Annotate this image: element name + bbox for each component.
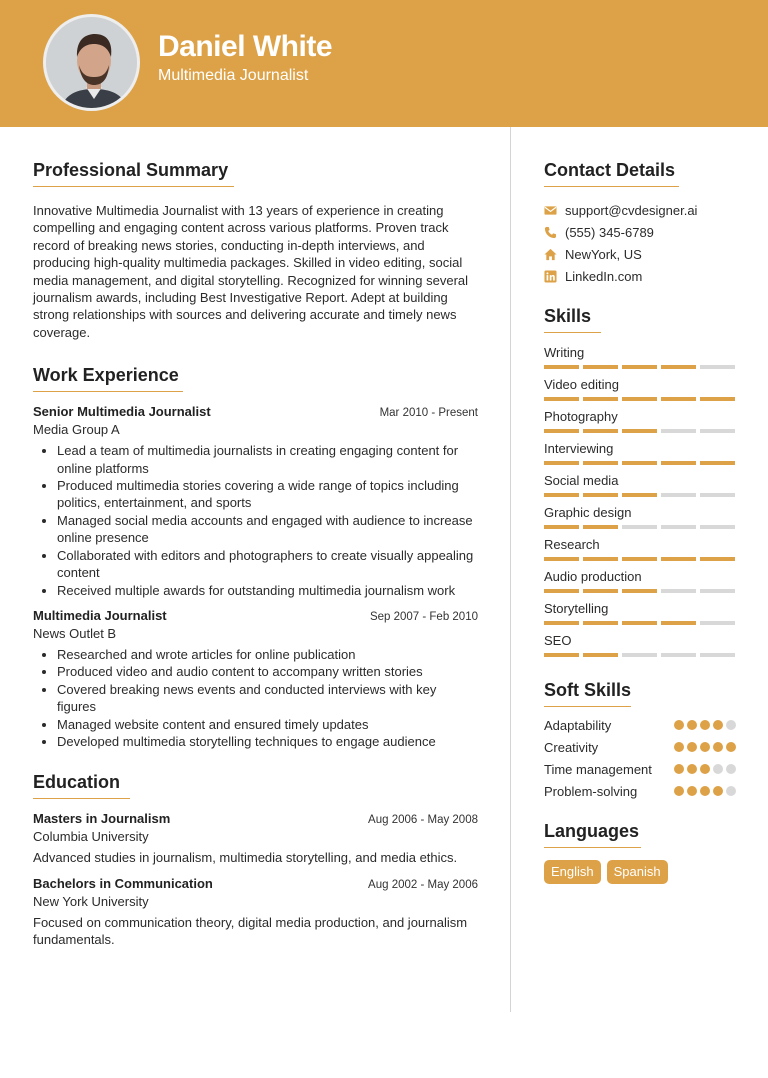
education-entry <box>33 876 478 949</box>
list-item: • Managed website content and ensured timely updates <box>57 716 478 733</box>
skill-level-segment <box>622 493 657 497</box>
profile-photo-icon <box>46 17 140 111</box>
list-item: • Collaborated with editors and photographers to create visually appealing content <box>57 547 478 582</box>
skill-level-segment <box>622 653 657 657</box>
rating-dot <box>687 742 697 752</box>
work-section <box>33 365 478 750</box>
education-description: Focused on communication theory, digital media production, and journalism fundamentals. <box>33 914 468 948</box>
contact-location-text: NewYork, US <box>565 246 642 262</box>
soft-skill-name: Creativity <box>544 740 599 755</box>
skill-item <box>544 439 736 471</box>
job-company: News Outlet B <box>33 625 117 641</box>
summary-section <box>33 160 478 341</box>
soft-skill-rating <box>674 739 736 752</box>
skill-name: Storytelling <box>544 601 609 616</box>
rating-dot <box>726 764 736 774</box>
skill-name: Writing <box>544 345 585 360</box>
list-item: • Researched and wrote articles for online publication <box>57 646 478 663</box>
rating-dot <box>687 786 697 796</box>
soft-skill-name: Problem-solving <box>544 784 638 799</box>
skill-level-segment <box>661 365 696 369</box>
skill-level-segment <box>544 397 579 401</box>
sidebar-column <box>544 160 736 884</box>
column-divider <box>510 127 511 1012</box>
contact-email-text: support@cvdesigner.ai <box>565 202 698 218</box>
rating-dot <box>726 742 736 752</box>
rating-dot <box>700 720 710 730</box>
skill-level-segment <box>661 525 696 529</box>
rating-dot <box>700 786 710 796</box>
education-section <box>33 772 478 948</box>
contact-linkedin-text: LinkedIn.com <box>565 268 643 284</box>
skill-level-bar <box>544 650 736 663</box>
work-heading: Work Experience <box>33 365 183 392</box>
rating-dot <box>674 764 684 774</box>
soft-skill-item <box>544 761 736 778</box>
skill-item <box>544 407 736 439</box>
job-entry <box>33 404 478 599</box>
skill-item <box>544 599 736 631</box>
skill-name: SEO <box>544 633 572 648</box>
skill-level-segment <box>544 621 579 625</box>
job-title: Multimedia Journalist <box>33 607 167 623</box>
language-badge: English <box>544 860 601 884</box>
skill-level-segment <box>622 461 657 465</box>
skill-level-segment <box>661 621 696 625</box>
skill-level-segment <box>622 589 657 593</box>
language-badge: Spanish <box>607 860 668 884</box>
summary-text: Innovative Multimedia Journalist with 13 years of experience in creating compelling and engaging content across various platforms. Proven track record of breaking news stories, conducting in-depth interviews, and producing high-quality multimedia packages. Skilled in video editing, social media management, and digital storytelling. Recognized for winning several journalism awards, including Best Investigative Report. Adept at building strong relationships with sources and delivering accurate and timely news coverage. <box>33 203 469 340</box>
skill-level-bar <box>544 586 736 599</box>
degree-title: Masters in Journalism <box>33 811 171 827</box>
skill-item <box>544 535 736 567</box>
skill-item <box>544 471 736 503</box>
rating-dot <box>713 786 723 796</box>
skills-section <box>544 306 736 663</box>
skill-level-segment <box>700 525 735 529</box>
skill-level-segment <box>622 365 657 369</box>
skill-level-segment <box>622 621 657 625</box>
skill-level-segment <box>583 653 618 657</box>
rating-dot <box>726 786 736 796</box>
job-entry <box>33 608 478 750</box>
soft-skill-rating <box>674 761 736 774</box>
list-item: • Developed multimedia storytelling techniques to engage audience <box>57 733 478 750</box>
skill-level-segment <box>700 397 735 401</box>
skill-item <box>544 567 736 599</box>
skill-level-segment <box>622 557 657 561</box>
school-name: New York University <box>33 893 149 909</box>
summary-heading: Professional Summary <box>33 160 234 187</box>
skill-level-segment <box>622 397 657 401</box>
skill-level-segment <box>700 557 735 561</box>
skill-name: Graphic design <box>544 505 632 520</box>
skill-level-segment <box>583 397 618 401</box>
skill-name: Social media <box>544 473 619 488</box>
skill-level-segment <box>661 557 696 561</box>
job-title: Senior Multimedia Journalist <box>33 404 211 420</box>
skill-level-segment <box>700 493 735 497</box>
soft-skills-list <box>544 717 736 800</box>
rating-dot <box>713 764 723 774</box>
skill-level-bar <box>544 362 736 375</box>
rating-dot <box>700 764 710 774</box>
skill-level-segment <box>583 493 618 497</box>
skill-level-segment <box>583 589 618 593</box>
contact-location <box>544 243 736 265</box>
soft-skill-item <box>544 783 736 800</box>
skill-level-segment <box>583 461 618 465</box>
skill-level-segment <box>622 429 657 433</box>
skill-item <box>544 343 736 375</box>
skill-level-segment <box>583 429 618 433</box>
soft-skill-item <box>544 717 736 734</box>
rating-dot <box>713 742 723 752</box>
job-date: Mar 2010 - Present <box>379 407 478 420</box>
skill-name: Research <box>544 537 600 552</box>
skill-level-segment <box>700 461 735 465</box>
list-item: • Lead a team of multimedia journalists in creating engaging content for online platforms <box>57 442 478 477</box>
skill-item <box>544 631 736 663</box>
skill-item <box>544 375 736 407</box>
rating-dot <box>687 764 697 774</box>
rating-dot <box>674 786 684 796</box>
skill-level-segment <box>661 429 696 433</box>
soft-skill-name: Time management <box>544 762 652 777</box>
skills-list <box>544 343 736 663</box>
list-item: • Managed social media accounts and engaged with audience to increase online presence <box>57 512 478 547</box>
skill-level-bar <box>544 618 736 631</box>
education-description: Advanced studies in journalism, multimedia storytelling, and media ethics. <box>33 850 458 866</box>
job-bullets <box>33 646 478 750</box>
education-heading: Education <box>33 772 130 799</box>
languages-heading: Languages <box>544 821 641 848</box>
soft-skill-name: Adaptability <box>544 718 612 733</box>
skill-level-segment <box>583 525 618 529</box>
resume-header <box>0 0 768 127</box>
skill-level-segment <box>661 653 696 657</box>
candidate-name: Daniel White <box>158 30 333 63</box>
phone-icon <box>544 226 565 239</box>
contact-section <box>544 160 736 287</box>
skill-level-segment <box>544 493 579 497</box>
rating-dot <box>674 720 684 730</box>
contact-linkedin[interactable] <box>544 265 736 287</box>
rating-dot <box>700 742 710 752</box>
skill-level-segment <box>583 365 618 369</box>
contact-phone[interactable] <box>544 221 736 243</box>
skill-level-segment <box>544 653 579 657</box>
contact-phone-text: (555) 345-6789 <box>565 224 654 240</box>
rating-dot <box>726 720 736 730</box>
home-icon <box>544 248 565 261</box>
skill-level-segment <box>661 493 696 497</box>
skill-level-segment <box>661 461 696 465</box>
skill-level-bar <box>544 490 736 503</box>
skill-name: Video editing <box>544 377 619 392</box>
list-item: • Received multiple awards for outstanding multimedia journalism work <box>57 582 478 599</box>
school-name: Columbia University <box>33 829 149 845</box>
skill-level-bar <box>544 458 736 471</box>
contact-heading: Contact Details <box>544 160 679 187</box>
skill-level-segment <box>544 589 579 593</box>
rating-dot <box>687 720 697 730</box>
rating-dot <box>713 720 723 730</box>
list-item: • Produced video and audio content to accompany written stories <box>57 663 478 680</box>
skill-level-segment <box>544 365 579 369</box>
rating-dot <box>674 742 684 752</box>
skill-level-segment <box>700 365 735 369</box>
soft-skills-heading: Soft Skills <box>544 680 631 707</box>
skill-level-bar <box>544 426 736 439</box>
contact-email[interactable] <box>544 199 736 221</box>
skill-level-segment <box>622 525 657 529</box>
languages-section <box>544 821 736 884</box>
skill-item <box>544 503 736 535</box>
soft-skill-item <box>544 739 736 756</box>
education-date: Aug 2002 - May 2006 <box>368 878 478 891</box>
skill-level-segment <box>700 621 735 625</box>
skill-name: Audio production <box>544 569 642 584</box>
skill-level-segment <box>661 397 696 401</box>
list-item: • Covered breaking news events and conducted interviews with key figures <box>57 681 478 716</box>
education-entry <box>33 811 478 866</box>
job-company: Media Group A <box>33 422 120 438</box>
skill-name: Interviewing <box>544 441 614 456</box>
email-icon <box>544 204 565 217</box>
education-date: Aug 2006 - May 2008 <box>368 814 478 827</box>
skill-level-segment <box>661 589 696 593</box>
skill-level-segment <box>544 461 579 465</box>
skill-level-segment <box>583 557 618 561</box>
skill-level-segment <box>700 429 735 433</box>
skill-level-segment <box>544 429 579 433</box>
skill-name: Photography <box>544 409 618 424</box>
skill-level-segment <box>544 557 579 561</box>
skill-level-segment <box>583 621 618 625</box>
skill-level-bar <box>544 554 736 567</box>
candidate-title: Multimedia Journalist <box>158 67 309 84</box>
job-date: Sep 2007 - Feb 2010 <box>369 610 478 623</box>
soft-skill-rating <box>674 717 736 730</box>
skill-level-bar <box>544 522 736 535</box>
soft-skills-section <box>544 680 736 800</box>
skill-level-bar <box>544 394 736 407</box>
linkedin-icon <box>544 270 565 283</box>
list-item: • Produced multimedia stories covering a wide range of topics including politics, entertainment, and sports <box>57 477 478 512</box>
avatar <box>43 14 140 111</box>
main-column <box>33 160 478 949</box>
languages-list <box>544 860 736 884</box>
degree-title: Bachelors in Communication <box>33 875 213 891</box>
skill-level-segment <box>700 653 735 657</box>
skill-level-segment <box>700 589 735 593</box>
skill-level-segment <box>544 525 579 529</box>
job-bullets <box>33 442 478 599</box>
skills-heading: Skills <box>544 306 601 333</box>
soft-skill-rating <box>674 783 736 796</box>
